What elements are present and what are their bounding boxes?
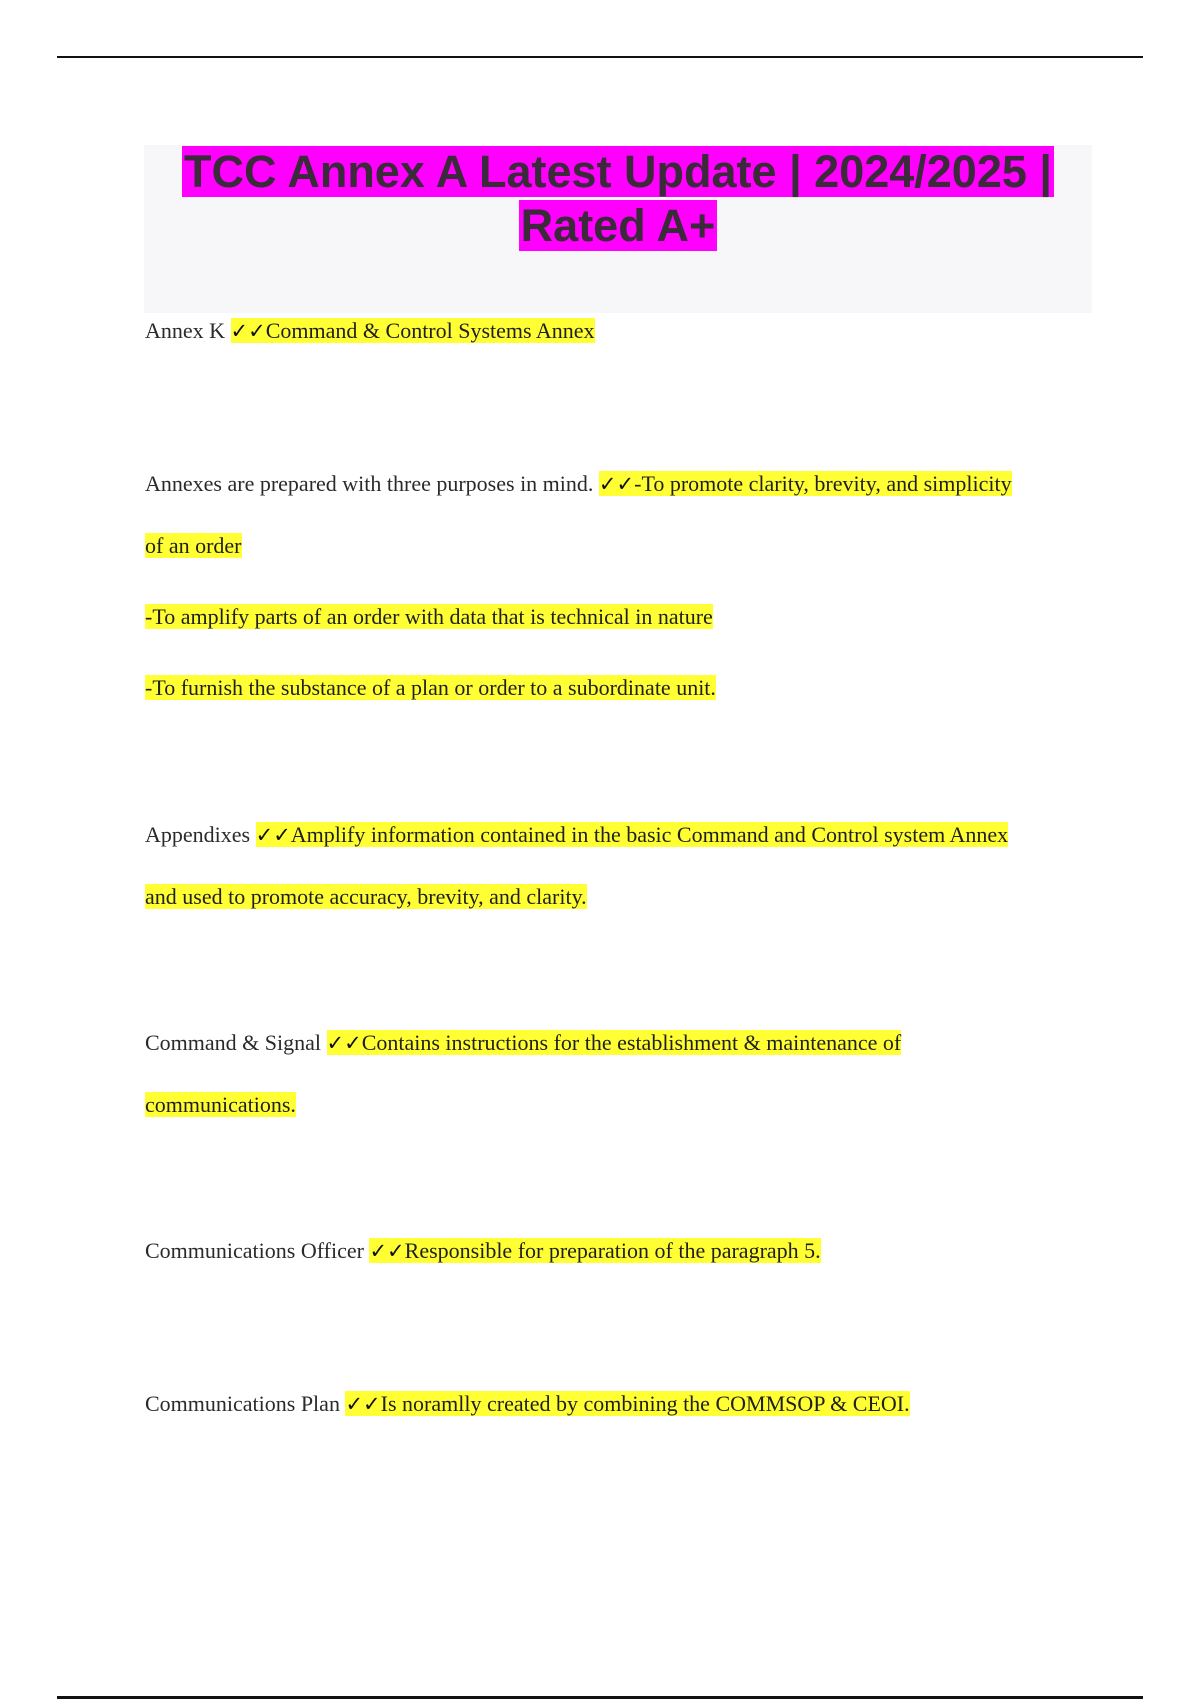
check-mark-icon: ✓✓ (255, 823, 291, 847)
entry-definition: Command & Control Systems Annex (265, 318, 595, 343)
footer-rule (57, 1696, 1143, 1699)
entry-answer (369, 1238, 820, 1263)
entry-annex-k (145, 300, 1045, 362)
entry-line (145, 1012, 1025, 1135)
entry-line (145, 300, 1045, 362)
entry-line (145, 804, 1045, 927)
entry-extra-text: -To amplify parts of an order with data that is technical in nature (145, 604, 713, 629)
entry-appendixes (145, 804, 1045, 927)
entry-communications-officer (145, 1220, 1045, 1282)
entry-definition: Responsible for preparation of the paragraph 5. (404, 1238, 821, 1263)
entry-line (145, 1220, 1045, 1282)
check-mark-icon: ✓✓ (369, 1239, 405, 1263)
entry-answer (145, 822, 1008, 909)
check-mark-icon: ✓✓ (598, 472, 635, 496)
entry-command-signal (145, 1012, 1025, 1135)
entry-extra-text: -To furnish the substance of a plan or order to a subordinate unit. (145, 675, 716, 700)
entry-communications-plan (145, 1373, 1045, 1435)
entry-answer (231, 318, 595, 343)
entry-definition: Amplify information contained in the basic Command and Control system Annex and used to promote accuracy, brevity, and clarity. (145, 822, 1009, 909)
document-title (144, 145, 1092, 253)
title-highlight: TCC Annex A Latest Update | 2024/2025 | Rated A+ (184, 146, 1052, 251)
entry-line (145, 1373, 1045, 1435)
entry-term: Appendixes (145, 822, 251, 847)
check-mark-icon: ✓✓ (230, 319, 266, 343)
entry-term: Annexes are prepared with three purposes in mind. (145, 471, 594, 496)
entry-annexes-purposes (145, 453, 1025, 718)
entry-term: Annex K (145, 318, 226, 343)
entry-term: Command & Signal (145, 1030, 321, 1055)
entry-definition: Is noramlly created by combining the COMMSOP & CEOI. (380, 1391, 910, 1416)
entry-line (145, 453, 1025, 576)
entry-term: Communications Officer (145, 1238, 364, 1263)
check-mark-icon: ✓✓ (345, 1392, 381, 1416)
entry-term: Communications Plan (145, 1391, 340, 1416)
entry-answer (345, 1391, 909, 1416)
header-rule (57, 56, 1143, 58)
title-block (144, 145, 1092, 313)
entry-extra-line (145, 586, 1025, 647)
check-mark-icon: ✓✓ (326, 1031, 362, 1055)
entry-definition: Contains instructions for the establishment & maintenance of communications. (145, 1030, 902, 1117)
entry-definition: -To promote clarity, brevity, and simplicity of an order (145, 471, 1012, 558)
entry-extra-line (145, 657, 1025, 718)
